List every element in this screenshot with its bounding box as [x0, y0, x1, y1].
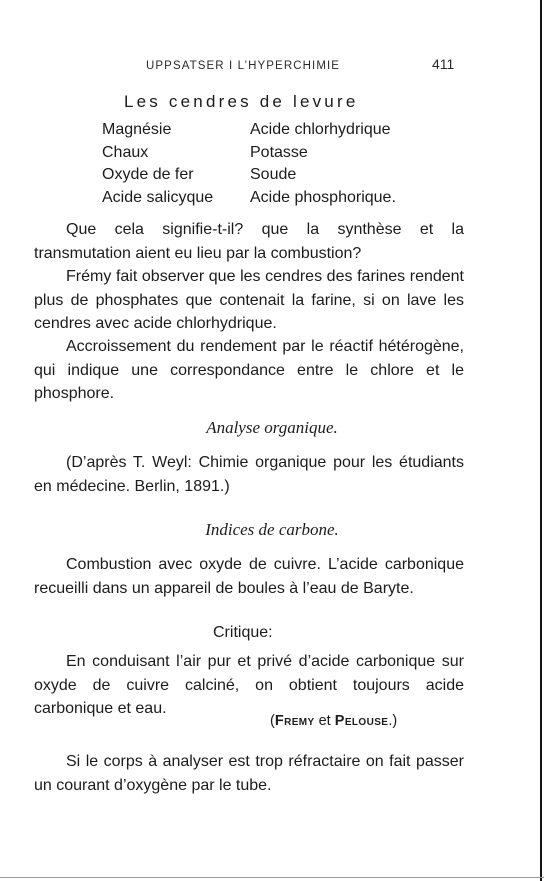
running-title: UPPSATSER I L’HYPERCHIMIE — [146, 60, 341, 72]
paragraph-fremy-observation: Frémy fait observer que les cendres des farines rendent plus de phosphates que contenait la farine, si on lave les cendres avec acide chlorhydrique. — [34, 268, 464, 332]
paragraph-synthesis-question: Que cela signifie-t-il? que la synthèse et la transmutation aient eu lieu par la combustion? — [34, 221, 464, 262]
ash-table-cell: Potasse — [250, 143, 308, 161]
ash-table-cell: Acide phosphorique. — [250, 188, 396, 206]
paragraph-combustion: Combustion avec oxyde de cuivre. L’acide carbonique recueilli dans un appareil de boules à l’eau de Baryte. — [34, 556, 464, 597]
heading-carbon: Indices de carbone. — [205, 520, 339, 539]
heading-critique: Critique: — [213, 624, 273, 641]
paragraph-oxygen-current: Si le corps à analyser est trop réfractaire on fait passer un courant d’oxygène par le tube. — [34, 753, 464, 794]
page-bottom-rule — [0, 877, 544, 878]
ash-table-cell: Magnésie — [102, 121, 172, 138]
page-number: 411 — [432, 56, 455, 72]
citation-conjunction: et — [314, 713, 335, 729]
page-edge-rule — [540, 0, 542, 881]
ash-table-cell: Chaux — [102, 143, 149, 161]
citation-open: ( — [270, 713, 275, 729]
ash-table-cell: Soude — [250, 166, 297, 183]
ash-table-cell: Oxyde de fer — [102, 166, 194, 183]
ash-table-cell: Acide salicyque — [102, 188, 214, 206]
citation-author-pelouse: Pelouse — [334, 713, 389, 729]
ash-table-title: Les cendres de levure — [124, 92, 359, 111]
citation — [270, 713, 397, 729]
ash-table-cell: Acide chlorhydrique — [250, 121, 391, 138]
heading-analysis: Analyse organique. — [206, 418, 338, 437]
paragraph-yield-increase: Accroissement du rendement par le réactif hétérogène, qui indique une correspondance entre le chlore et le phosphore. — [34, 338, 464, 402]
paragraph-calcined-copper: En conduisant l’air pur et privé d’acide carbonique sur oxyde de cuivre calciné, on obtient toujours acide carbonique et eau. — [34, 653, 464, 717]
citation-close: .) — [388, 713, 398, 729]
ash-table — [102, 119, 440, 209]
citation-author-fremy: Fremy — [274, 713, 315, 729]
paragraph-weyl-reference: (D’après T. Weyl: Chimie organique pour les étudiants en médecine. Berlin, 1891.) — [34, 454, 464, 495]
